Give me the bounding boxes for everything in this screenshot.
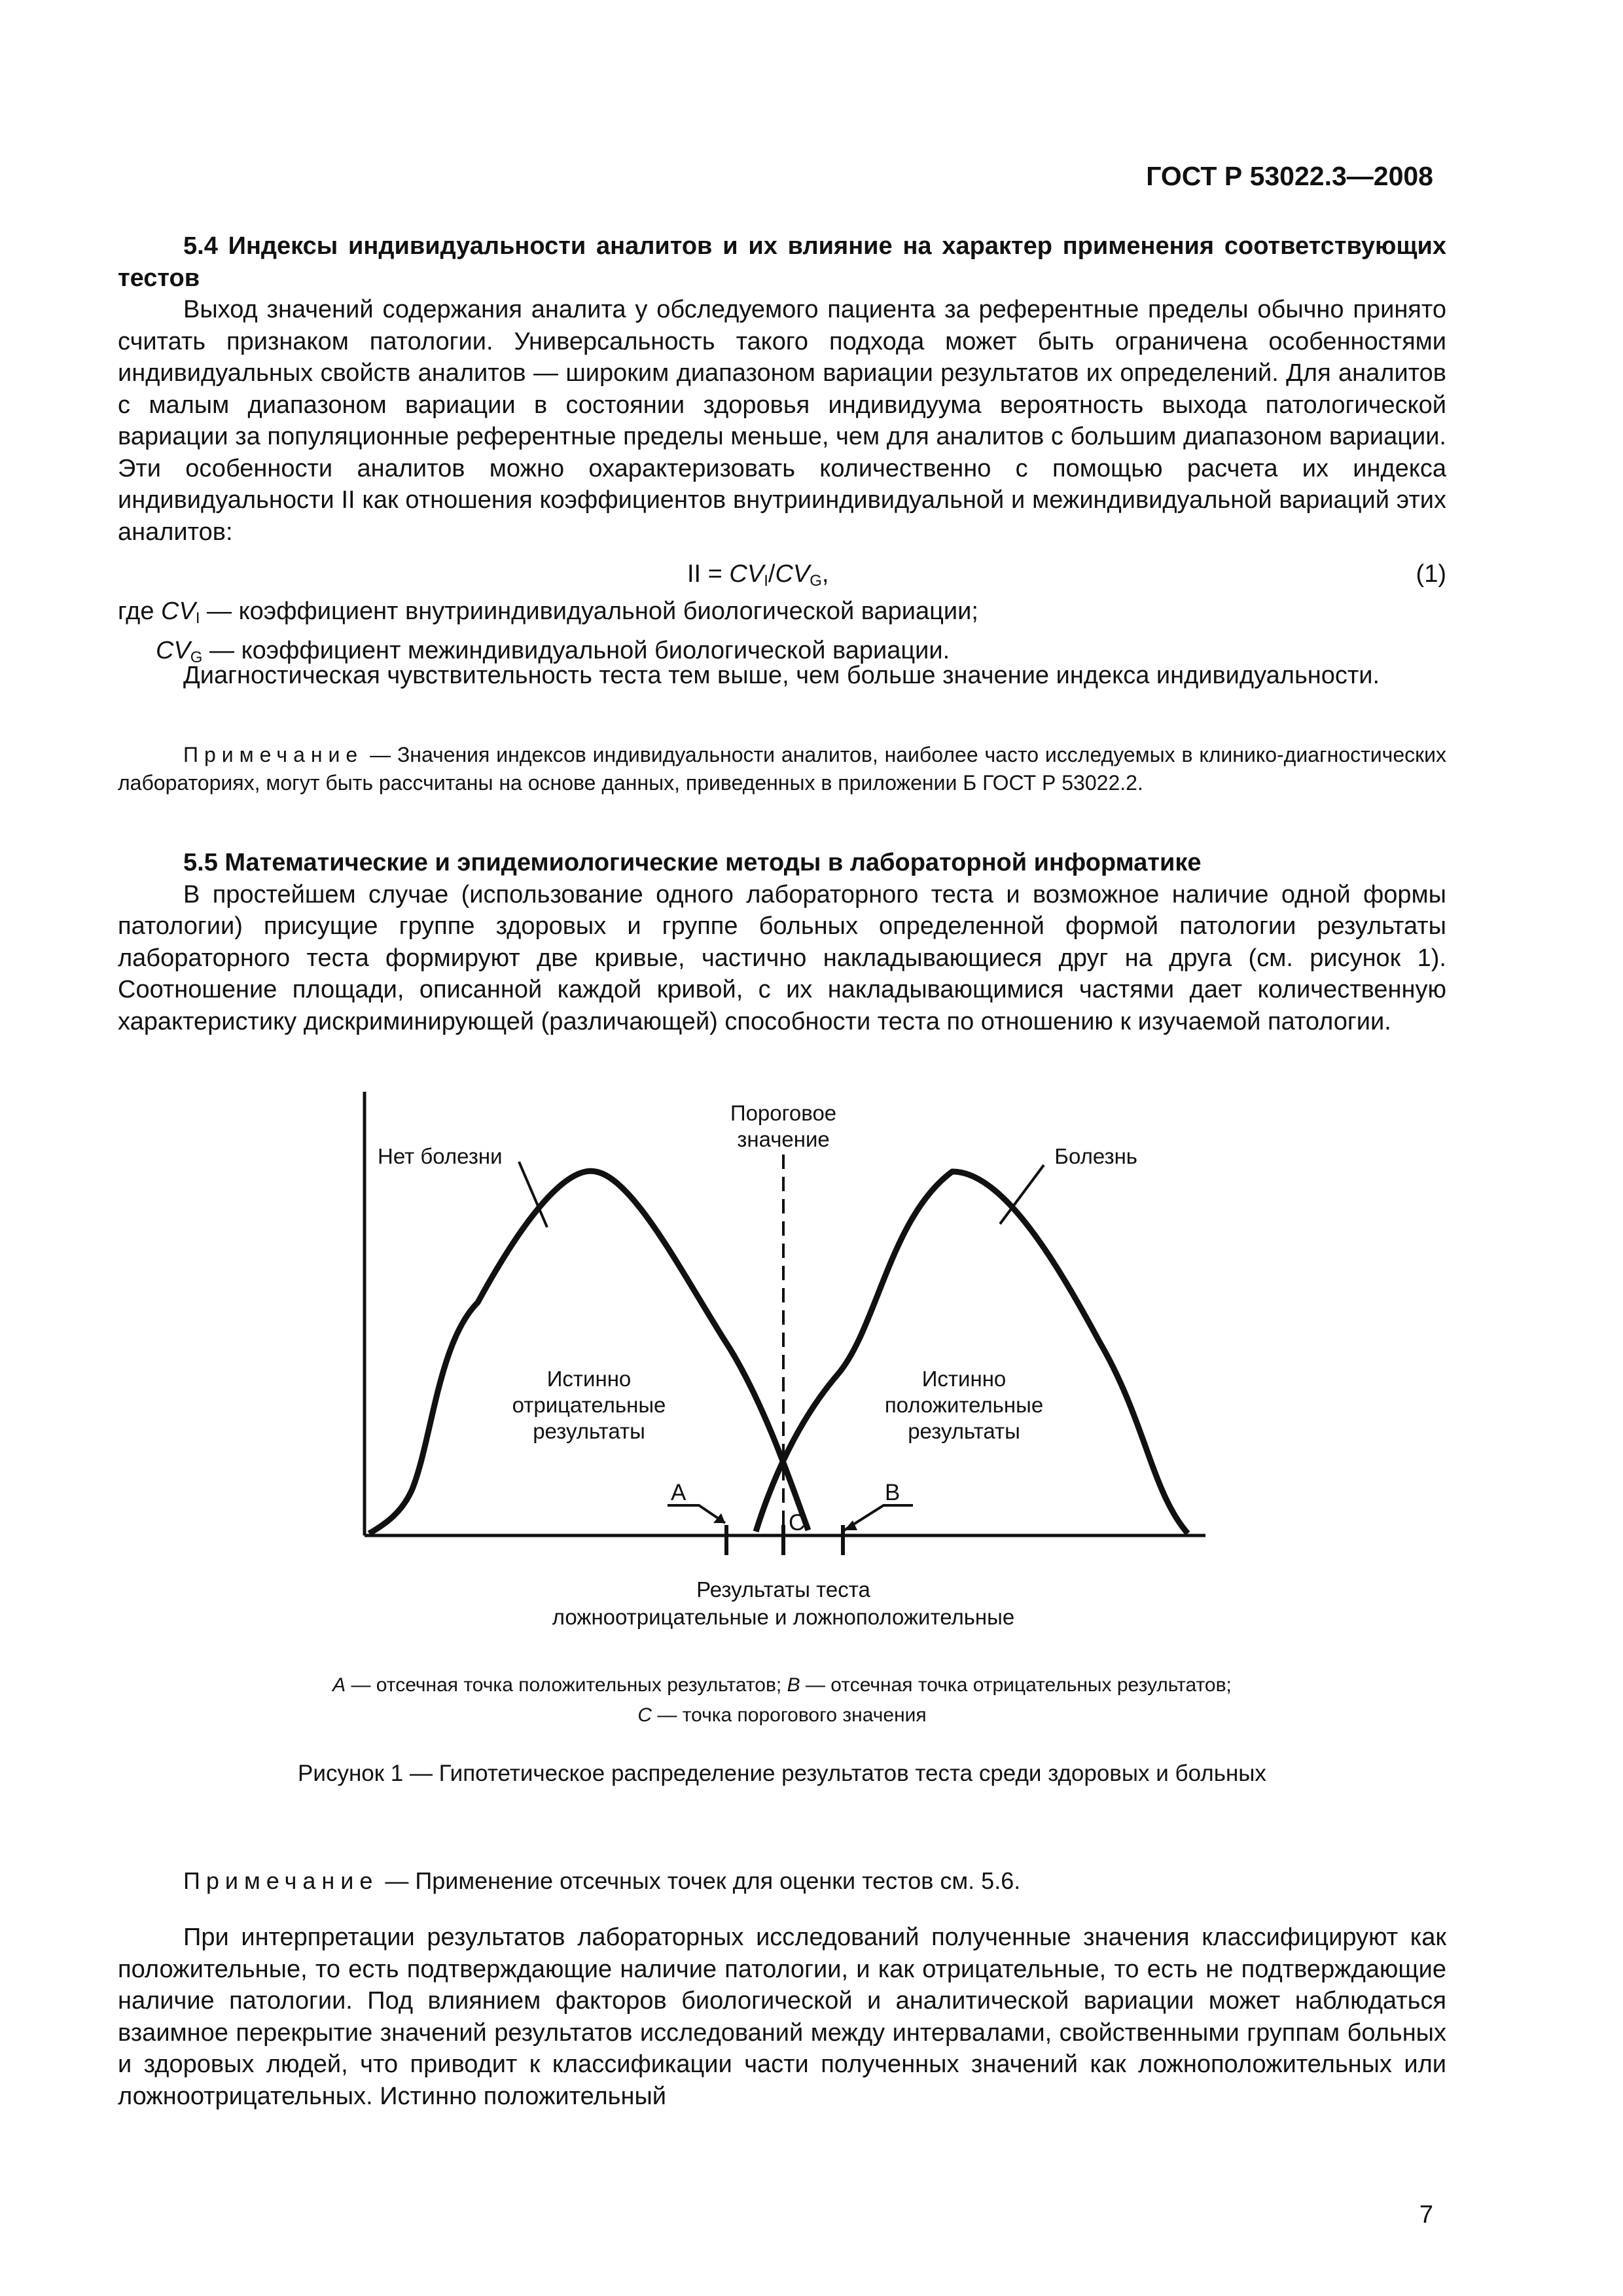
- section-5-4-paragraph-1: Выход значений содержания аналита у обследуемого пациента за референтные пределы обычно принято считать признаком патологии. Универсальность такого подхода может быть ограничена особенностями индивидуальных свойств аналитов — широким диапазоном вариации результатов их определений. Для аналитов с малым диапазоном вариации в состоянии здоровья индивидуума вероятность выхода патологической вариации за популяционные референтные пределы меньше, чем для аналитов с большим диапазоном вариации. Эти особенности аналитов можно охарактеризовать количественно с помощью расчета их индекса индивидуальности II как отношения коэффициентов внутрииндивидуальной и межиндивидуальной вариаций этих аналитов:: [118, 296, 1446, 546]
- label-threshold-1: Пороговое: [730, 1101, 837, 1125]
- note-2-text: — Применение отсечных точек для оценки тестов см. 5.6.: [378, 1867, 1021, 1894]
- label-bottom-1: Результаты теста: [696, 1577, 870, 1602]
- section-5-4-paragraph-2: Диагностическая чувствительность теста тем выше, чем больше значение индекса индивидуальности.: [183, 662, 1380, 689]
- note-2: [118, 1865, 1446, 1897]
- note-1-label: Примечание: [183, 743, 364, 766]
- final-paragraph: При интерпретации результатов лабораторных исследований полученные значения классифицируют как положительные, то есть подтверждающие наличие патологии, и как отрицательные, то есть не подтверждающие наличие патологии. Под влиянием факторов биологической и аналитической вариации может наблюдаться взаимное перекрытие значений результатов исследований между интервалами, свойственными группам больных и здоровых людей, что приводит к классификации части полученных значений как ложноположительных или ложноотрицательных. Истинно положительный: [118, 1924, 1446, 2110]
- label-bottom-2: ложноотрицательные и ложноположительные: [552, 1605, 1015, 1629]
- formula-expression: II = $CV_I/CV_G$,: [687, 560, 829, 590]
- label-point-c: C: [789, 1510, 806, 1535]
- section-5-5-heading: 5.5 Математические и эпидемиологические методы в лабораторной информатике: [183, 849, 1202, 876]
- note-1-text: — Значения индексов индивидуальности аналитов, наиболее часто исследуемых в клинико-диагностических лабораториях, могут быть рассчитаны на основе данных, приведенных в приложении Б ГОСТ Р 53022.2.: [118, 743, 1446, 795]
- label-point-a: A: [671, 1480, 687, 1505]
- label-healthy: Нет болезни: [378, 1144, 503, 1168]
- label-point-b: B: [885, 1480, 901, 1505]
- label-true-positive-1: Истинно: [921, 1367, 1007, 1391]
- label-true-negative-3: результаты: [533, 1419, 645, 1443]
- label-threshold-2: значение: [737, 1127, 830, 1151]
- figure-1-key-line-2: C — точка порогового значения: [637, 1704, 927, 1726]
- point-a-arrowhead: [713, 1513, 725, 1523]
- final-paragraph-block: [118, 1922, 1446, 2112]
- healthy-curve: [369, 1171, 808, 1534]
- label-true-positive-3: результаты: [908, 1419, 1020, 1443]
- note-2-label: Примечание: [183, 1867, 379, 1894]
- label-true-negative-1: Истинно: [546, 1367, 632, 1391]
- section-5-4-heading: 5.4 Индексы индивидуальности аналитов и их влияние на характер применения соответствующих тестов: [118, 232, 1446, 292]
- figure-1-caption: Рисунок 1 — Гипотетическое распределение результатов теста среди здоровых и больных: [298, 1761, 1266, 1786]
- legend-cv-g: $CV_G$ — коэффициент межиндивидуальной биологической вариации.: [156, 636, 950, 666]
- figure-1-key-line-1: A — отсечная точка положительных результатов; B — отсечная точка отрицательных результатов;: [332, 1674, 1232, 1696]
- figure-1-key: [118, 1670, 1446, 1731]
- label-true-negative-2: отрицательные: [512, 1393, 666, 1417]
- legend-cv-i: где $CV_I$ — коэффициент внутрииндивидуальной биологической вариации;: [118, 598, 978, 627]
- label-disease: Болезнь: [1054, 1144, 1137, 1168]
- document-id-header: ГОСТ Р 53022.3—2008: [1146, 161, 1433, 191]
- label-true-positive-2: положительные: [884, 1393, 1044, 1417]
- page-number: 7: [1419, 2201, 1433, 2229]
- section-5-5-paragraph-1: В простейшем случае (использование одного лабораторного теста и возможное наличие одной формы патологии) присущие группе здоровых и группе больных определенной формой патологии результаты лабораторного теста формируют две кривые, частично накладывающиеся друг на друга (см. рисунок 1). Соотношение площади, описанной каждой кривой, с их накладывающимися частями дает количественную характеристику дискриминирующей (различающей) способности теста по отношению к изучаемой патологии.: [118, 880, 1446, 1035]
- disease-curve: [756, 1172, 1188, 1534]
- formula-number: (1): [1416, 560, 1446, 588]
